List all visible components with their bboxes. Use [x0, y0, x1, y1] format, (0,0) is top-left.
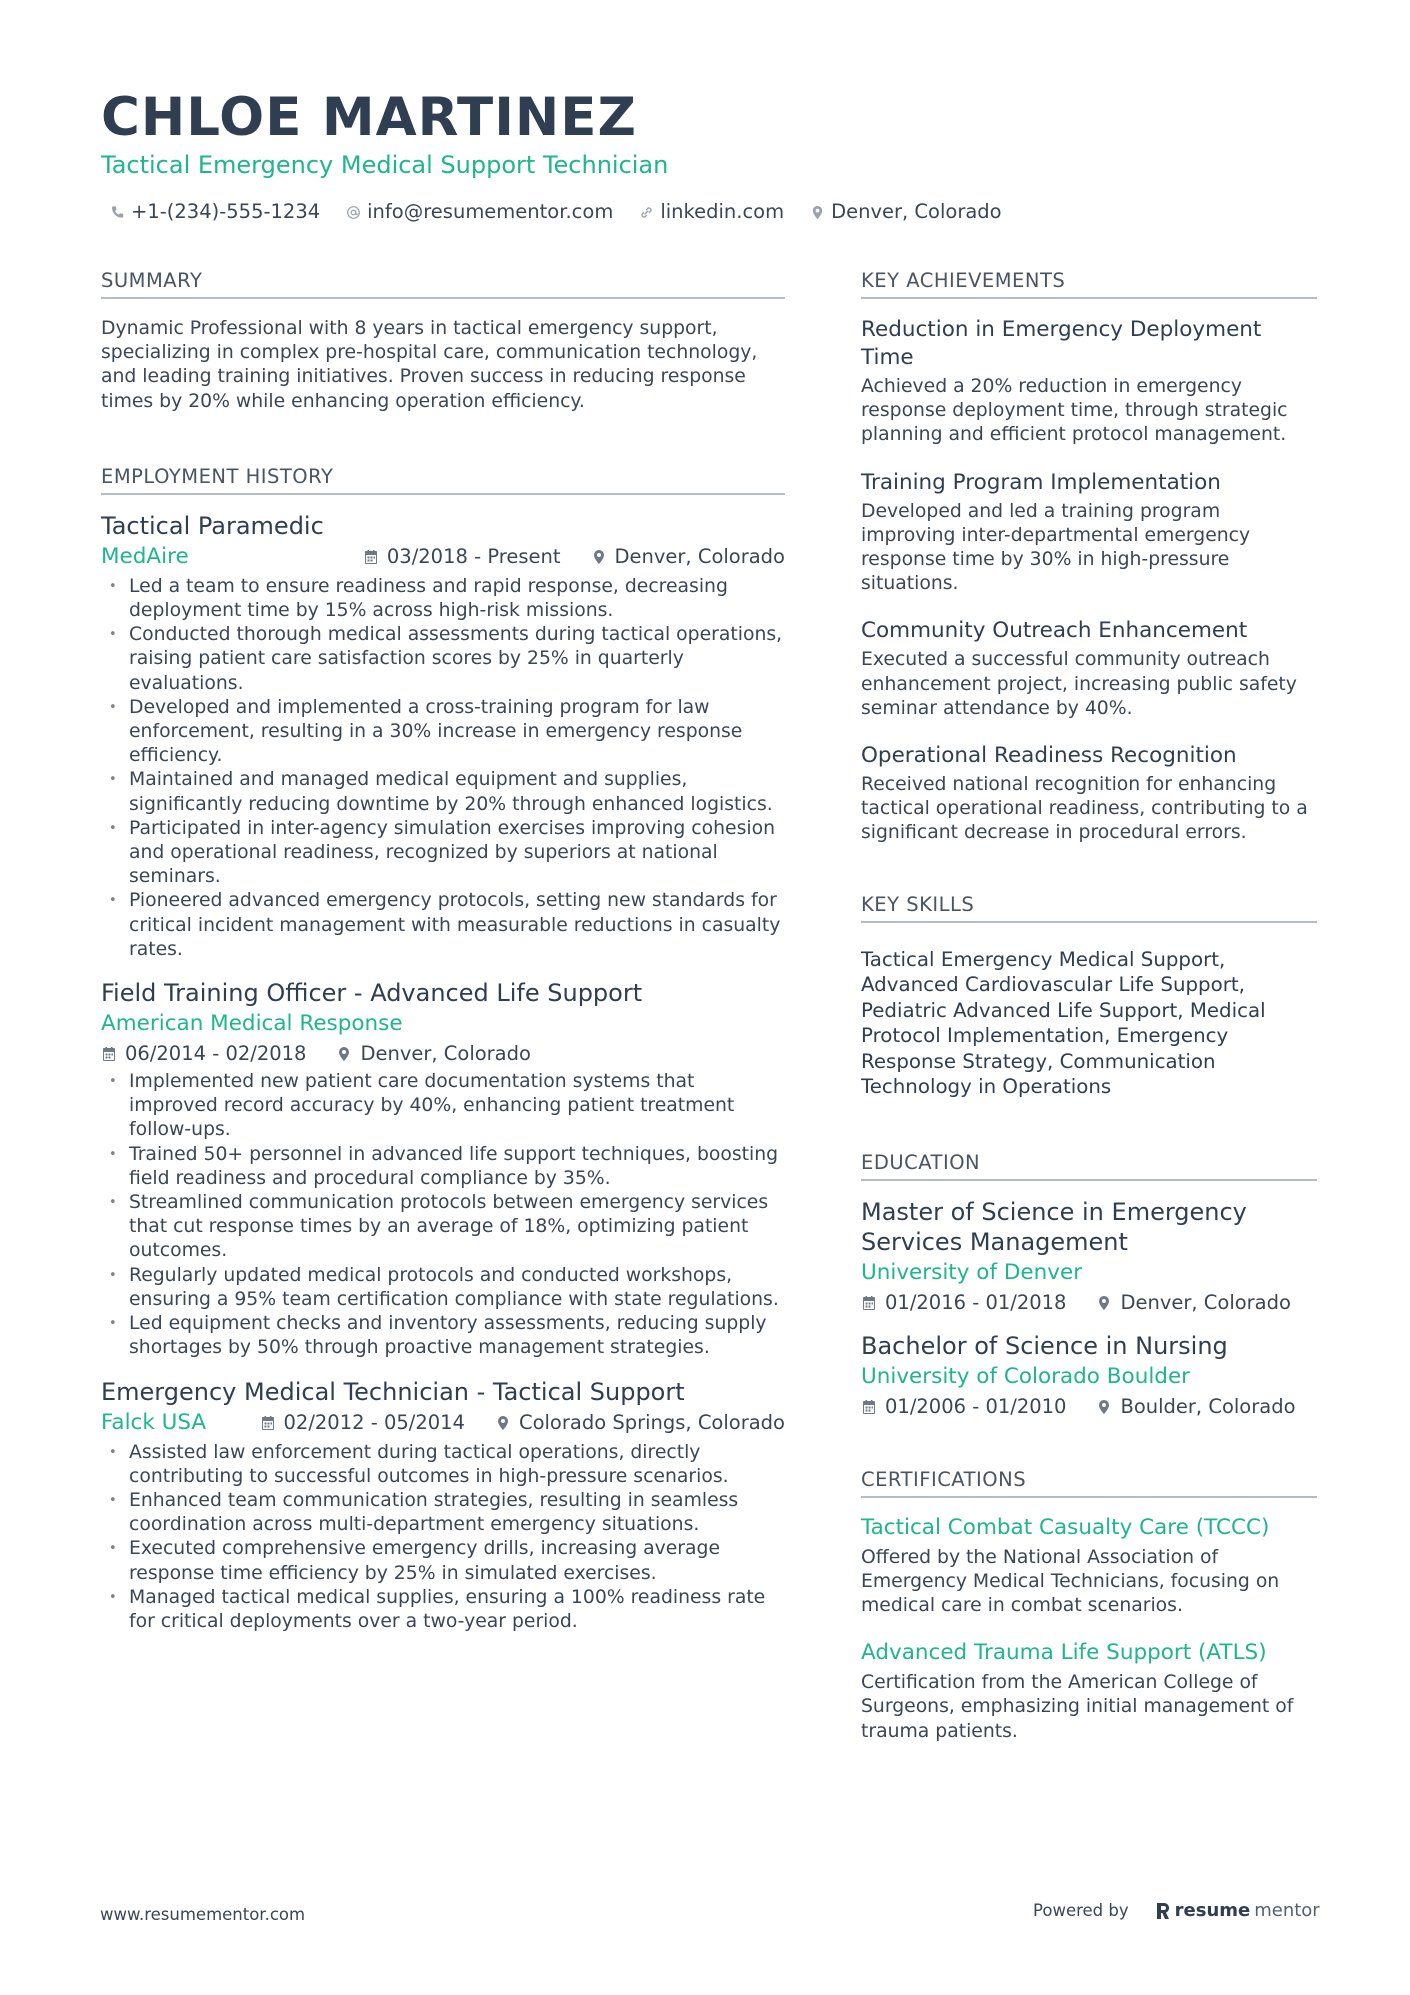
achievement-text: Achieved a 20% reduction in emergency response deployment time, through strategic planning and efficient protocol management. [861, 376, 1288, 446]
job-bullet: • Implemented new patient care documentation systems that improved record accuracy by 40%, enhancing patient treatment follow-ups. [101, 1070, 785, 1143]
achievement-title: Training Program Implementation [861, 469, 1221, 495]
job-bullet: • Regularly updated medical protocols and conducted workshops, ensuring a 95% team certification compliance with state regulations. [101, 1264, 785, 1312]
education-item [861, 1331, 1317, 1421]
job-bullet: • Conducted thorough medical assessments during tactical operations, raising patient care satisfaction scores by 25% in quarterly evaluations. [101, 623, 785, 696]
job-location [495, 1409, 785, 1437]
achievement-item [861, 617, 1317, 721]
job-dates-text: 02/2012 - 05/2014 [283, 1410, 465, 1434]
skills-text: Tactical Emergency Medical Support, Advanced Cardiovascular Life Support, Pediatric Advanced Life Support, Medical Protocol Implementation, Emergency Response Strategy, Communication Technology in Operations [861, 947, 1266, 1099]
contact-phone [110, 198, 320, 226]
job-location-text: Denver, Colorado [360, 1042, 531, 1066]
location-pin-icon [1096, 1295, 1112, 1311]
contact-email[interactable] [346, 198, 613, 226]
contact-linkedin-text: linkedin.com [660, 200, 785, 223]
achievement-text: Received national recognition for enhancing tactical operational readiness, contributing to a significant decrease in procedural errors. [861, 774, 1308, 844]
education-location-text: Denver, Colorado [1120, 1290, 1291, 1314]
calendar-icon [101, 1046, 117, 1062]
education-dates [861, 1289, 1066, 1317]
link-icon [639, 205, 654, 220]
job-bullet: • Developed and implemented a cross-training program for law enforcement, resulting in a 30% increase in emergency response efficiency. [101, 696, 785, 769]
at-icon [346, 205, 361, 220]
job-meta-row [101, 543, 785, 571]
achievement-title: Operational Readiness Recognition [861, 743, 1237, 769]
contact-linkedin[interactable] [639, 198, 784, 226]
location-pin-icon [591, 549, 607, 565]
education-degree: Bachelor of Science in Nursing [861, 1331, 1228, 1360]
education-meta [861, 1289, 1317, 1317]
education-school: University of Colorado Boulder [861, 1363, 1191, 1389]
right-column [861, 268, 1317, 1744]
certification-text: Offered by the National Association of Emergency Medical Technicians, focusing on medical care in combat scenarios. [861, 1546, 1280, 1617]
job-dates-text: 06/2014 - 02/2018 [125, 1042, 307, 1066]
left-column [101, 268, 785, 1634]
education-location [1096, 1393, 1295, 1421]
location-pin-icon [336, 1046, 352, 1062]
job-bullets [101, 1441, 785, 1635]
certifications-heading: CERTIFICATIONS [861, 1467, 1317, 1498]
job-meta [101, 1040, 785, 1068]
calendar-icon [260, 1415, 276, 1431]
achievement-item [861, 469, 1317, 597]
achievement-text: Developed and led a training program improving inter-departmental emergency response time by 30% in high-pressure situations. [861, 500, 1251, 595]
job-company: Falck USA [101, 1409, 207, 1435]
job-bullet: • Led a team to ensure readiness and rapid response, decreasing deployment time by 15% across high-risk missions. [101, 575, 785, 623]
candidate-title: Tactical Emergency Medical Support Technician [101, 151, 669, 179]
certification-title: Advanced Trauma Life Support (ATLS) [861, 1640, 1267, 1666]
job-entry [101, 1377, 785, 1635]
job-title: Emergency Medical Technician - Tactical Support [101, 1377, 685, 1406]
education-meta [861, 1393, 1317, 1421]
job-bullet: • Led equipment checks and inventory assessments, reducing supply shortages by 50% through proactive management strategies. [101, 1312, 785, 1360]
location-pin-icon [1096, 1399, 1112, 1415]
education-degree: Master of Science in Emergency Services Management [861, 1197, 1247, 1256]
job-bullet: • Trained 50+ personnel in advanced life support techniques, boosting field readiness and procedural compliance by 35%. [101, 1143, 785, 1191]
contact-phone-text: +1-(234)-555-1234 [131, 200, 321, 223]
job-location [591, 543, 786, 571]
footer-powered-by [1033, 1900, 1320, 1921]
achievement-title: Reduction in Emergency Deployment Time [861, 317, 1262, 370]
phone-icon [110, 205, 125, 220]
job-entry [101, 978, 785, 1360]
contact-email-text: info@resumementor.com [367, 200, 614, 223]
education-heading: EDUCATION [861, 1150, 1317, 1181]
job-title: Tactical Paramedic [101, 511, 324, 540]
logo-text-light: mentor [1254, 1900, 1320, 1921]
education-dates-text: 01/2016 - 01/2018 [885, 1290, 1067, 1314]
calendar-icon [861, 1399, 877, 1415]
contact-location-text: Denver, Colorado [831, 200, 1002, 223]
job-meta-row [101, 1409, 785, 1437]
education-dates [861, 1393, 1066, 1421]
job-meta [260, 1409, 785, 1437]
job-bullets [101, 1070, 785, 1360]
certification-title: Tactical Combat Casualty Care (TCCC) [861, 1514, 1270, 1540]
job-company: American Medical Response [101, 1011, 403, 1037]
calendar-icon [861, 1295, 877, 1311]
job-location-text: Denver, Colorado [614, 544, 785, 568]
employment-heading: EMPLOYMENT HISTORY [101, 464, 785, 495]
certification-item [861, 1514, 1317, 1619]
job-dates [101, 1040, 306, 1068]
job-bullet: • Assisted law enforcement during tactical operations, directly contributing to successful outcomes in high-pressure scenarios. [101, 1441, 785, 1489]
achievement-title: Community Outreach Enhancement [861, 618, 1248, 644]
education-school: University of Denver [861, 1259, 1083, 1285]
job-company: MedAire [101, 543, 189, 569]
job-bullet: • Maintained and managed medical equipment and supplies, significantly reducing downtime by 20% through enhanced logistics. [101, 768, 785, 816]
education-item [861, 1197, 1317, 1317]
candidate-name: CHLOE MARTINEZ [101, 87, 637, 148]
education-location [1096, 1289, 1291, 1317]
contact-bar [110, 198, 1002, 226]
job-bullets [101, 575, 785, 962]
education-dates-text: 01/2006 - 01/2010 [885, 1394, 1067, 1418]
job-location-text: Colorado Springs, Colorado [518, 1410, 785, 1434]
job-bullet: • Participated in inter-agency simulation exercises improving cohesion and operational readiness, recognized by superiors at national seminars. [101, 817, 785, 890]
job-bullet: • Pioneered advanced emergency protocols, setting new standards for critical incident management with measurable reductions in casualty rates. [101, 889, 785, 962]
logo-text-bold: resume [1174, 1900, 1251, 1921]
powered-by-label: Powered by [1033, 1901, 1129, 1920]
job-dates [260, 1409, 465, 1437]
logo-mark-icon [1155, 1901, 1171, 1921]
job-entry [101, 511, 785, 962]
certification-text: Certification from the American College of Surgeons, emphasizing initial management of trauma patients. [861, 1672, 1294, 1742]
job-location [336, 1040, 531, 1068]
achievement-item [861, 316, 1317, 448]
achievement-item [861, 742, 1317, 846]
location-pin-icon [495, 1415, 511, 1431]
job-title: Field Training Officer - Advanced Life Support [101, 979, 643, 1008]
footer-website[interactable]: www.resumementor.com [100, 1905, 306, 1924]
skills-heading: KEY SKILLS [861, 892, 1317, 923]
calendar-icon [363, 549, 379, 565]
summary-text: Dynamic Professional with 8 years in tactical emergency support, specializing in complex pre-hospital care, communication technology, and leading training initiatives. Proven success in reducing response times by 20% while enhancing operation efficiency. [101, 318, 758, 412]
contact-location [810, 198, 1002, 226]
job-bullet: • Executed comprehensive emergency drills, increasing average response time efficiency by 25% in simulated exercises. [101, 1537, 785, 1585]
job-bullet: • Managed tactical medical supplies, ensuring a 100% readiness rate for critical deployments over a two-year period. [101, 1586, 785, 1634]
resumementor-logo[interactable] [1155, 1900, 1320, 1921]
location-pin-icon [810, 205, 825, 220]
achievement-text: Executed a successful community outreach enhancement project, increasing public safety seminar attendance by 40%. [861, 649, 1297, 719]
education-location-text: Boulder, Colorado [1120, 1394, 1296, 1418]
job-bullet: • Streamlined communication protocols between emergency services that cut response times by an average of 18%, optimizing patient outcomes. [101, 1191, 785, 1264]
job-bullet: • Enhanced team communication strategies, resulting in seamless coordination across multi-department emergency situations. [101, 1489, 785, 1537]
job-meta [363, 543, 785, 571]
summary-heading: SUMMARY [101, 268, 785, 299]
job-dates [363, 543, 561, 571]
achievements-heading: KEY ACHIEVEMENTS [861, 268, 1317, 299]
job-dates-text: 03/2018 - Present [386, 544, 561, 568]
certification-item [861, 1639, 1317, 1744]
